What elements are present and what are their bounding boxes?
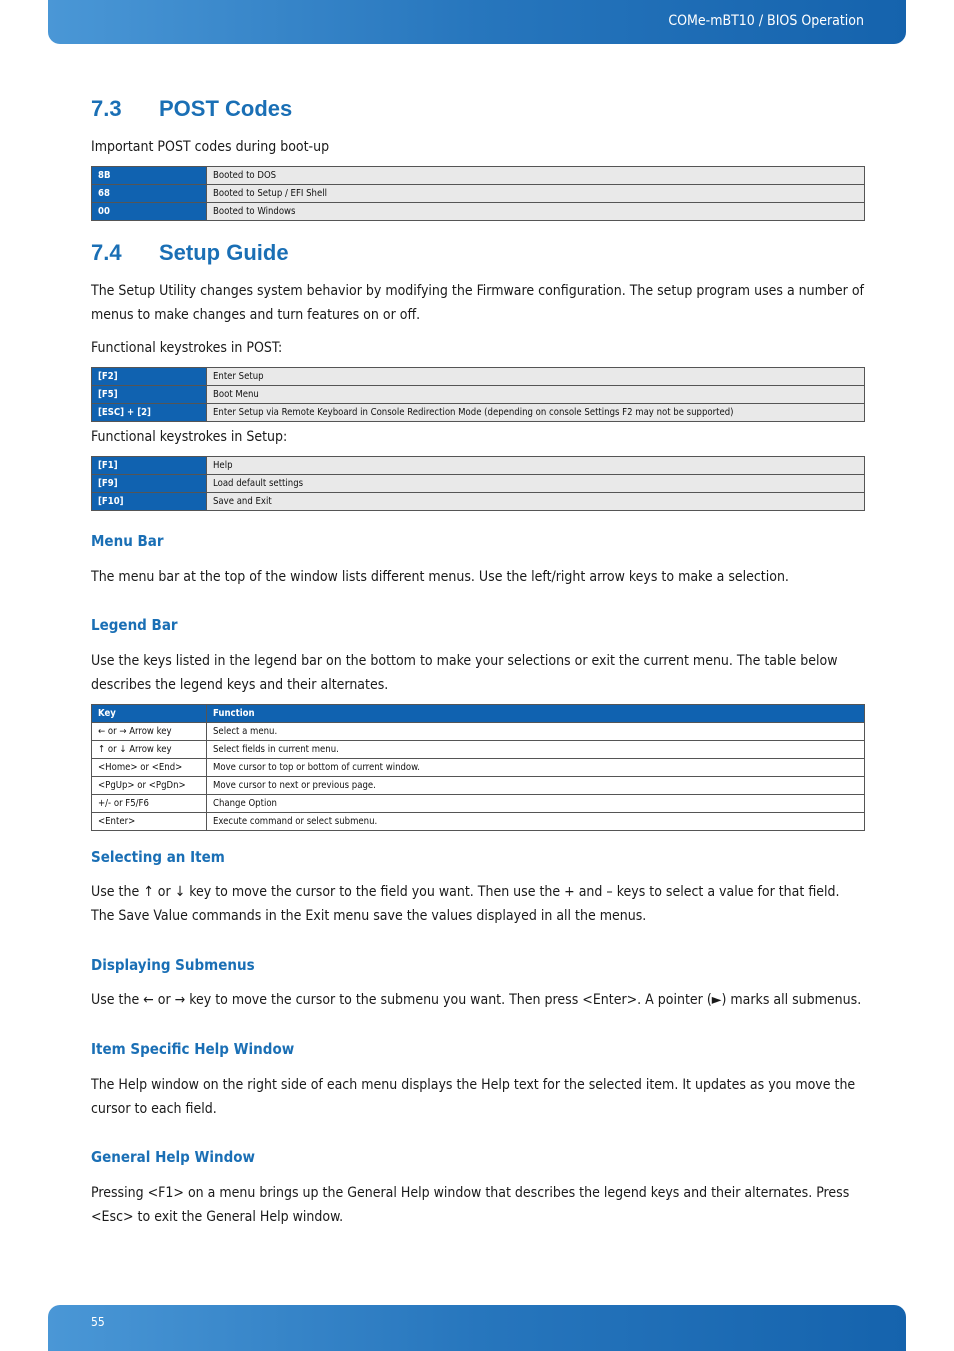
table-row: [92, 203, 865, 221]
table-row: [92, 493, 865, 511]
section-number: 7.3: [91, 96, 122, 121]
table-row: [92, 813, 865, 831]
table-row: [92, 741, 865, 759]
displaying-submenus-text: Use the ← or → key to move the cursor to the submenu you want. Then press <Enter>. A pointer (►) marks all submenus.: [91, 992, 862, 1008]
post-keystrokes-table: [91, 367, 865, 422]
legend-key: +/- or F5/F6: [92, 795, 207, 813]
legend-key: ← or → Arrow key: [92, 723, 207, 741]
post-code-description: Booted to Setup / EFI Shell: [207, 185, 865, 203]
legend-function: Change Option: [207, 795, 865, 813]
general-help-heading: General Help Window: [91, 1148, 256, 1166]
setup-keystrokes-label: Functional keystrokes in Setup:: [91, 429, 288, 445]
post-codes-table: [91, 166, 865, 221]
table-row: [92, 386, 865, 404]
column-header-function: Function: [207, 705, 865, 723]
legend-function: Move cursor to top or bottom of current window.: [207, 759, 865, 777]
table-row: [92, 475, 865, 493]
header-title: COMe-mBT10 / BIOS Operation: [668, 13, 864, 29]
legend-function: Select fields in current menu.: [207, 741, 865, 759]
post-code: 68: [92, 185, 207, 203]
legend-keys-table: [91, 704, 865, 831]
section-title: POST Codes: [159, 96, 293, 121]
setup-keystrokes-table: [91, 456, 865, 511]
section-heading-post-codes: [91, 96, 292, 122]
legend-function: Select a menu.: [207, 723, 865, 741]
legend-bar-heading: Legend Bar: [91, 616, 178, 634]
selecting-item-text: Use the ↑ or ↓ key to move the cursor to the field you want. Then use the + and – keys to select a value for that field. The Save Value commands in the Exit menu save the values displayed in all the menus.: [91, 884, 840, 924]
legend-bar-text: Use the keys listed in the legend bar on the bottom to make your selections or exit the current menu. The table below describes the legend keys and their alternates.: [91, 653, 838, 693]
table-row: [92, 185, 865, 203]
key-description: Enter Setup via Remote Keyboard in Console Redirection Mode (depending on console Settings F2 may not be supported): [207, 404, 865, 422]
key-description: Save and Exit: [207, 493, 865, 511]
item-help-heading: Item Specific Help Window: [91, 1040, 295, 1058]
column-header-key: Key: [92, 705, 207, 723]
table-row: [92, 723, 865, 741]
key-cell: [F2]: [92, 368, 207, 386]
section-number: 7.4: [91, 240, 122, 265]
general-help-text: Pressing <F1> on a menu brings up the General Help window that describes the legend keys and their alternates. Press <Esc> to exit the General Help window.: [91, 1185, 850, 1225]
setup-guide-intro: The Setup Utility changes system behavior by modifying the Firmware configuration. The setup program uses a number of menus to make changes and turn features on or off.: [91, 283, 864, 323]
legend-key: <Enter>: [92, 813, 207, 831]
key-cell: [ESC] + [2]: [92, 404, 207, 422]
legend-key: <PgUp> or <PgDn>: [92, 777, 207, 795]
key-cell: [F1]: [92, 457, 207, 475]
table-row: [92, 795, 865, 813]
menu-bar-heading: Menu Bar: [91, 532, 164, 550]
key-description: Help: [207, 457, 865, 475]
selecting-item-heading: Selecting an Item: [91, 848, 225, 866]
legend-key: <Home> or <End>: [92, 759, 207, 777]
displaying-submenus-heading: Displaying Submenus: [91, 956, 255, 974]
post-code-description: Booted to Windows: [207, 203, 865, 221]
post-code: 8B: [92, 167, 207, 185]
table-row: [92, 759, 865, 777]
key-description: Boot Menu: [207, 386, 865, 404]
key-cell: [F5]: [92, 386, 207, 404]
menu-bar-text: The menu bar at the top of the window lists different menus. Use the left/right arrow keys to make a selection.: [91, 569, 789, 585]
key-cell: [F9]: [92, 475, 207, 493]
page-number: 55: [91, 1315, 105, 1329]
key-cell: [F10]: [92, 493, 207, 511]
table-row: [92, 404, 865, 422]
table-row: [92, 457, 865, 475]
table-row: [92, 368, 865, 386]
page-footer: [48, 1305, 906, 1351]
key-description: Enter Setup: [207, 368, 865, 386]
table-row: [92, 167, 865, 185]
legend-function: Execute command or select submenu.: [207, 813, 865, 831]
post-code: 00: [92, 203, 207, 221]
table-row: [92, 777, 865, 795]
page-header: [48, 0, 906, 44]
legend-function: Move cursor to next or previous page.: [207, 777, 865, 795]
section-title: Setup Guide: [159, 240, 289, 265]
item-help-text: The Help window on the right side of each menu displays the Help text for the selected item. It updates as you move the cursor to each field.: [91, 1077, 856, 1117]
table-header-row: [92, 705, 865, 723]
post-keystrokes-label: Functional keystrokes in POST:: [91, 340, 283, 356]
section-heading-setup-guide: [91, 240, 289, 266]
key-description: Load default settings: [207, 475, 865, 493]
post-code-description: Booted to DOS: [207, 167, 865, 185]
post-codes-intro: Important POST codes during boot-up: [91, 139, 330, 155]
legend-key: ↑ or ↓ Arrow key: [92, 741, 207, 759]
